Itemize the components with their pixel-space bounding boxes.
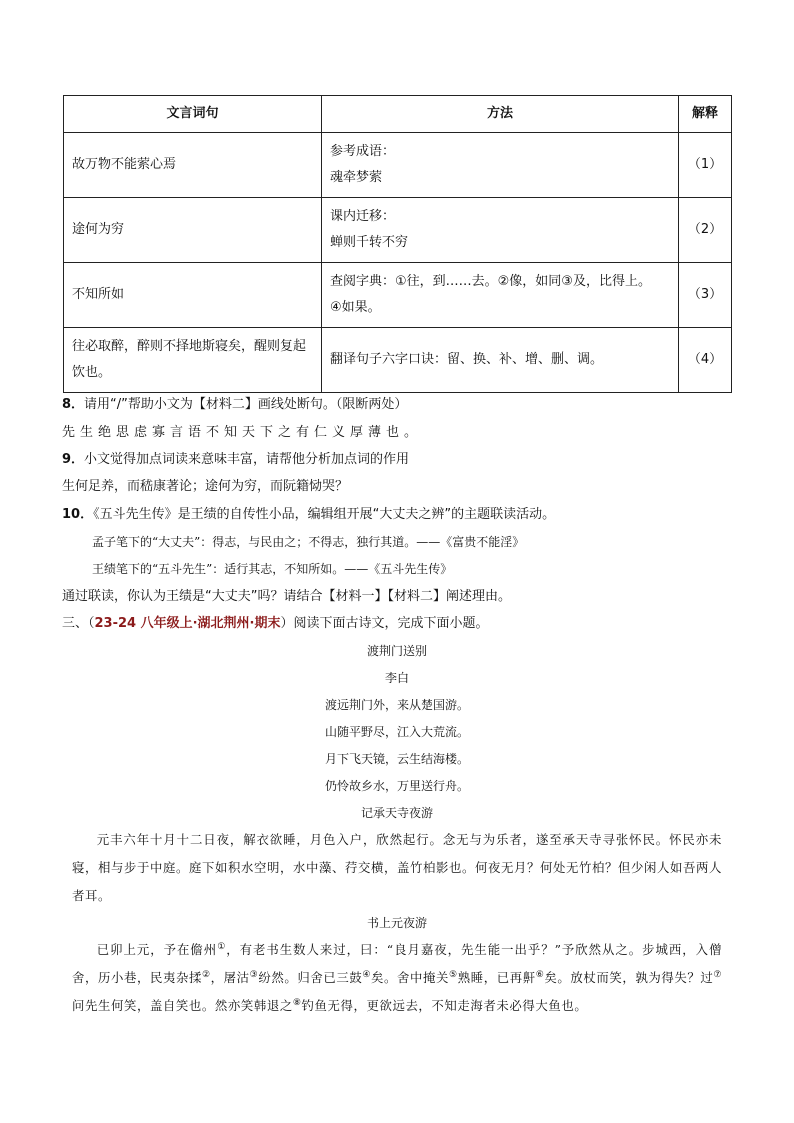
footnote-marker: ③ (249, 969, 259, 980)
text-run: 钓鱼无得，更欲远去，不知走海者未必得大鱼也。 (301, 998, 588, 1013)
text-run: 矣。放杖而笑，孰为得失？过 (544, 970, 714, 985)
footnote-marker: ⑧ (292, 997, 302, 1008)
question-text: 请用“/”帮助小文为【材料二】画线处断句。（限断两处） (84, 397, 408, 412)
table-row (64, 263, 732, 328)
text-run: 熟睡，已再鼾 (457, 970, 536, 985)
table-row (64, 328, 732, 393)
question-9 (62, 450, 409, 470)
method-line: 查阅字典：①往，到……去。②像，如同③及，比得上。 (330, 274, 651, 289)
method-line: 参考成语： (330, 144, 396, 159)
table-header-row (64, 96, 732, 133)
footnote-marker: ⑤ (449, 969, 458, 980)
explanation-blank[interactable]: （3） (679, 263, 732, 328)
section-prefix: 三、（ (62, 616, 95, 631)
method-line: 课内迁移： (330, 209, 396, 224)
essay-text (72, 936, 722, 1020)
vocabulary-table (63, 95, 732, 393)
question-number: 10． (62, 507, 94, 522)
source-tag[interactable]: 23-24 八年级上·湖北荆州·期末 (94, 616, 281, 631)
header-method: 方法 (322, 96, 679, 133)
method-cell (322, 263, 679, 328)
method-line: 蝉则千转不穷 (330, 235, 409, 250)
poem-line: 渡远荆门外，来从楚国游。 (324, 698, 469, 712)
method-cell: 翻译句子六字口诀：留、换、补、增、删、调。 (322, 328, 679, 393)
footnote-marker: ② (201, 969, 211, 980)
quote-wangji: 王绩笔下的“五斗先生”：适行其志，不知所如。——《五斗先生传》 (92, 562, 453, 576)
phrase-cell: 不知所如 (64, 263, 322, 328)
phrase-cell: 故万物不能萦心焉 (64, 133, 322, 198)
footnote-marker: ④ (362, 969, 372, 980)
text-run: 纷然。归舍已三鼓 (258, 970, 363, 985)
poem-author: 李白 (384, 671, 409, 685)
poem-line: 月下飞天镜，云生结海楼。 (324, 752, 469, 766)
explanation-blank[interactable]: （4） (679, 328, 732, 393)
section-suffix: ）阅读下面古诗文，完成下面小题。 (280, 616, 489, 631)
method-cell (322, 133, 679, 198)
text-run: 问先生何笑，盖自笑也。然亦笑韩退之 (72, 998, 293, 1013)
header-phrase: 文言词句 (64, 96, 322, 133)
question-text: 小文觉得加点词读来意味丰富，请帮他分析加点词的作用 (84, 452, 410, 467)
section-three-heading (62, 614, 489, 634)
question-number: 9． (62, 452, 85, 467)
essay-text: 元丰六年十月十二日夜，解衣欲睡，月色入户，欣然起行。念无与为乐者，遂至承天寺寻张怀民。怀民亦未寝，相与步于中庭。庭下如积水空明，水中藻、荇交横，盖竹柏影也。何夜无月？何处无竹柏？但少闲人如吾两人者耳。 (72, 832, 722, 903)
text-run: 矣。舍中掩关 (371, 970, 450, 985)
table-row (64, 198, 732, 263)
table-row (64, 133, 732, 198)
essay-title: 书上元夜游 (366, 916, 427, 930)
method-line: 魂牵梦萦 (330, 170, 383, 185)
text-run: ，屠沽 (210, 970, 250, 985)
text-run: ，有老书生数人来过，曰：“良月嘉夜，先生能一出乎？”予欣然从之。步城西，入僧舍，历小巷，民夷杂揉 (72, 942, 723, 985)
question-9-sentence: 生何足养，而嵇康著论；途何为穷，而阮籍恸哭？ (62, 479, 349, 494)
explanation-blank[interactable]: （1） (679, 133, 732, 198)
question-8-sentence: 先生绝思虑寡言语不知天下之有仁义厚薄也。 (62, 425, 423, 440)
method-line: ④如果。 (330, 300, 381, 315)
question-10-ask: 通过联读，你认为王绩是“大丈夫”吗？请结合【材料一】【材料二】阐述理由。 (62, 589, 511, 604)
footnote-marker: ⑥ (535, 969, 545, 980)
explanation-blank[interactable]: （2） (679, 198, 732, 263)
question-10 (62, 505, 555, 525)
phrase-cell: 途何为穷 (64, 198, 322, 263)
method-cell (322, 198, 679, 263)
footnote-marker: ① (217, 941, 227, 952)
question-number: 8． (62, 397, 85, 412)
header-explanation: 解释 (679, 96, 732, 133)
essay-title: 记承天寺夜游 (360, 806, 433, 820)
phrase-cell: 往必取醉，醉则不择地斯寝矣，醒则复起饮也。 (64, 328, 322, 393)
poem-line: 仍怜故乡水，万里送行舟。 (324, 779, 469, 793)
footnote-marker: ⑦ (713, 969, 723, 980)
question-8 (62, 395, 407, 415)
question-text: 《五斗先生传》是王绩的自传性小品，编辑组开展“大丈夫之辨”的主题联读活动。 (93, 507, 556, 522)
text-run: 已卯上元，予在儋州 (96, 942, 218, 957)
poem-title: 渡荆门送别 (366, 644, 427, 658)
poem-line: 山随平野尽，江入大荒流。 (324, 725, 469, 739)
quote-mencius: 孟子笔下的“大丈夫”：得志，与民由之；不得志，独行其道。——《富贵不能淫》 (92, 535, 525, 549)
